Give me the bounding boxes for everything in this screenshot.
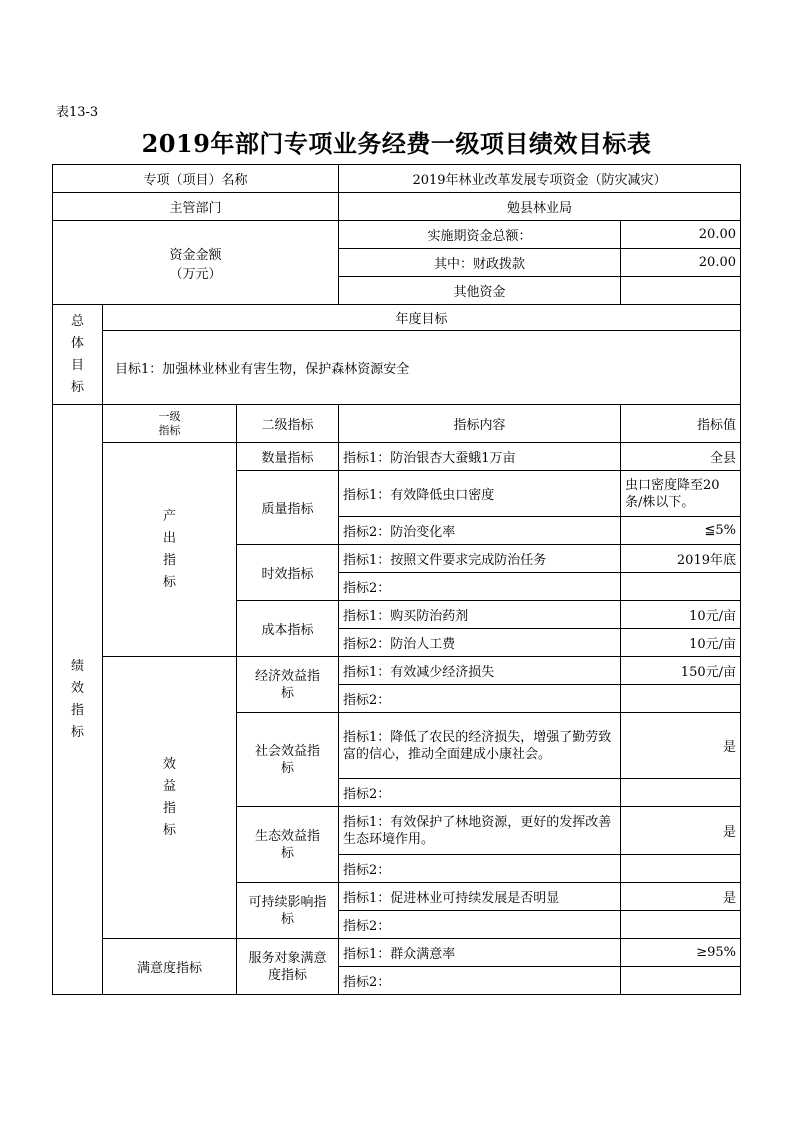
- indicator-value: [621, 573, 741, 601]
- output-indicator-text: 产出指标: [162, 508, 176, 590]
- indicator-value: [621, 911, 741, 939]
- group-timeliness: 时效指标: [237, 545, 339, 601]
- performance-target-table: [52, 164, 741, 995]
- group-cost: 成本指标: [237, 601, 339, 657]
- indicator-value: 是: [621, 883, 741, 911]
- indicator-value: [621, 967, 741, 995]
- content-header: 指标内容: [339, 405, 621, 443]
- funds-label: [53, 221, 339, 305]
- indicator-value: ≦5%: [621, 517, 741, 545]
- group-economic: [237, 657, 339, 713]
- group-service-text: 服务对象满意度指标: [248, 950, 327, 983]
- indicator-content: 指标2：: [339, 779, 621, 807]
- indicator-content: 指标1：有效降低虫口密度: [339, 471, 621, 517]
- group-social-text: 社会效益指标: [254, 743, 320, 776]
- indicator-content: 指标1：促进林业可持续发展是否明显: [339, 883, 621, 911]
- output-indicator-label: [103, 443, 237, 657]
- satisfaction-indicator-label: 满意度指标: [103, 939, 237, 995]
- overall-goal-side-text: 总体目标: [70, 313, 84, 395]
- performance-side-label: [53, 405, 103, 995]
- funds-total-label: 实施期资金总额：: [339, 221, 621, 249]
- indicator-value: 是: [621, 807, 741, 855]
- indicator-value: 虫口密度降至20条/株以下。: [621, 471, 741, 517]
- indicator-value: ≥95%: [621, 939, 741, 967]
- department-value: 勉县林业局: [339, 193, 741, 221]
- level1-header: [103, 405, 237, 443]
- indicator-value: 2019年底: [621, 545, 741, 573]
- funds-label-line2: （万元）: [169, 266, 222, 282]
- indicator-content: 指标2：: [339, 967, 621, 995]
- funds-fiscal-label: 其中：财政拨款: [339, 249, 621, 277]
- project-name-label: 专项（项目）名称: [53, 165, 339, 193]
- group-economic-text: 经济效益指标: [254, 668, 320, 701]
- indicator-value: 是: [621, 713, 741, 779]
- indicator-content: 指标2：: [339, 573, 621, 601]
- indicator-value: [621, 855, 741, 883]
- group-ecological: [237, 807, 339, 883]
- funds-label-line1: 资金金额: [169, 247, 222, 263]
- funds-fiscal-value: 20.00: [621, 249, 741, 277]
- indicator-content: 指标1：有效减少经济损失: [339, 657, 621, 685]
- indicator-content: 指标2：: [339, 911, 621, 939]
- project-name-value: 2019年林业改革发展专项资金（防灾减灾）: [339, 165, 741, 193]
- indicator-content: 指标1：群众满意率: [339, 939, 621, 967]
- funds-other-label: 其他资金: [339, 277, 621, 305]
- funds-total-value: 20.00: [621, 221, 741, 249]
- group-quality: 质量指标: [237, 471, 339, 545]
- group-service: [237, 939, 339, 995]
- indicator-content: 指标1：按照文件要求完成防治任务: [339, 545, 621, 573]
- indicator-value: 全县: [621, 443, 741, 471]
- group-sustainable-text: 可持续影响指标: [248, 894, 327, 927]
- indicator-content: 指标1：防治银杏大蚕蛾1万亩: [339, 443, 621, 471]
- department-label: 主管部门: [53, 193, 339, 221]
- benefit-indicator-text: 效益指标: [162, 756, 176, 838]
- indicator-content: 指标2：: [339, 685, 621, 713]
- funds-other-value: [621, 277, 741, 305]
- indicator-content: 指标1：降低了农民的经济损失，增强了勤劳致富的信心，推动全面建成小康社会。: [339, 713, 621, 779]
- value-header: 指标值: [621, 405, 741, 443]
- indicator-content: 指标1：有效保护了林地资源，更好的发挥改善生态环境作用。: [339, 807, 621, 855]
- group-quantity: 数量指标: [237, 443, 339, 471]
- indicator-value: [621, 685, 741, 713]
- group-ecological-text: 生态效益指标: [254, 828, 320, 861]
- group-social: [237, 713, 339, 807]
- level2-header: 二级指标: [237, 405, 339, 443]
- indicator-content: 指标2：防治变化率: [339, 517, 621, 545]
- indicator-value: [621, 779, 741, 807]
- indicator-content: 指标2：: [339, 855, 621, 883]
- group-sustainable: [237, 883, 339, 939]
- page-title: 2019年部门专项业务经费一级项目绩效目标表: [141, 129, 652, 158]
- performance-side-text: 绩效指标: [70, 658, 84, 740]
- indicator-value: 10元/亩: [621, 629, 741, 657]
- benefit-indicator-label: [103, 657, 237, 939]
- table-id: 表13-3: [56, 105, 99, 120]
- level1-header-text: 一级指标: [158, 409, 181, 437]
- indicator-value: 10元/亩: [621, 601, 741, 629]
- indicator-value: 150元/亩: [621, 657, 741, 685]
- annual-goal-header: 年度目标: [103, 305, 741, 331]
- annual-goal-text: 目标1：加强林业林业有害生物，保护森林资源安全: [103, 331, 741, 405]
- indicator-content: 指标1：购买防治药剂: [339, 601, 621, 629]
- overall-goal-side-label: [53, 305, 103, 405]
- indicator-content: 指标2：防治人工费: [339, 629, 621, 657]
